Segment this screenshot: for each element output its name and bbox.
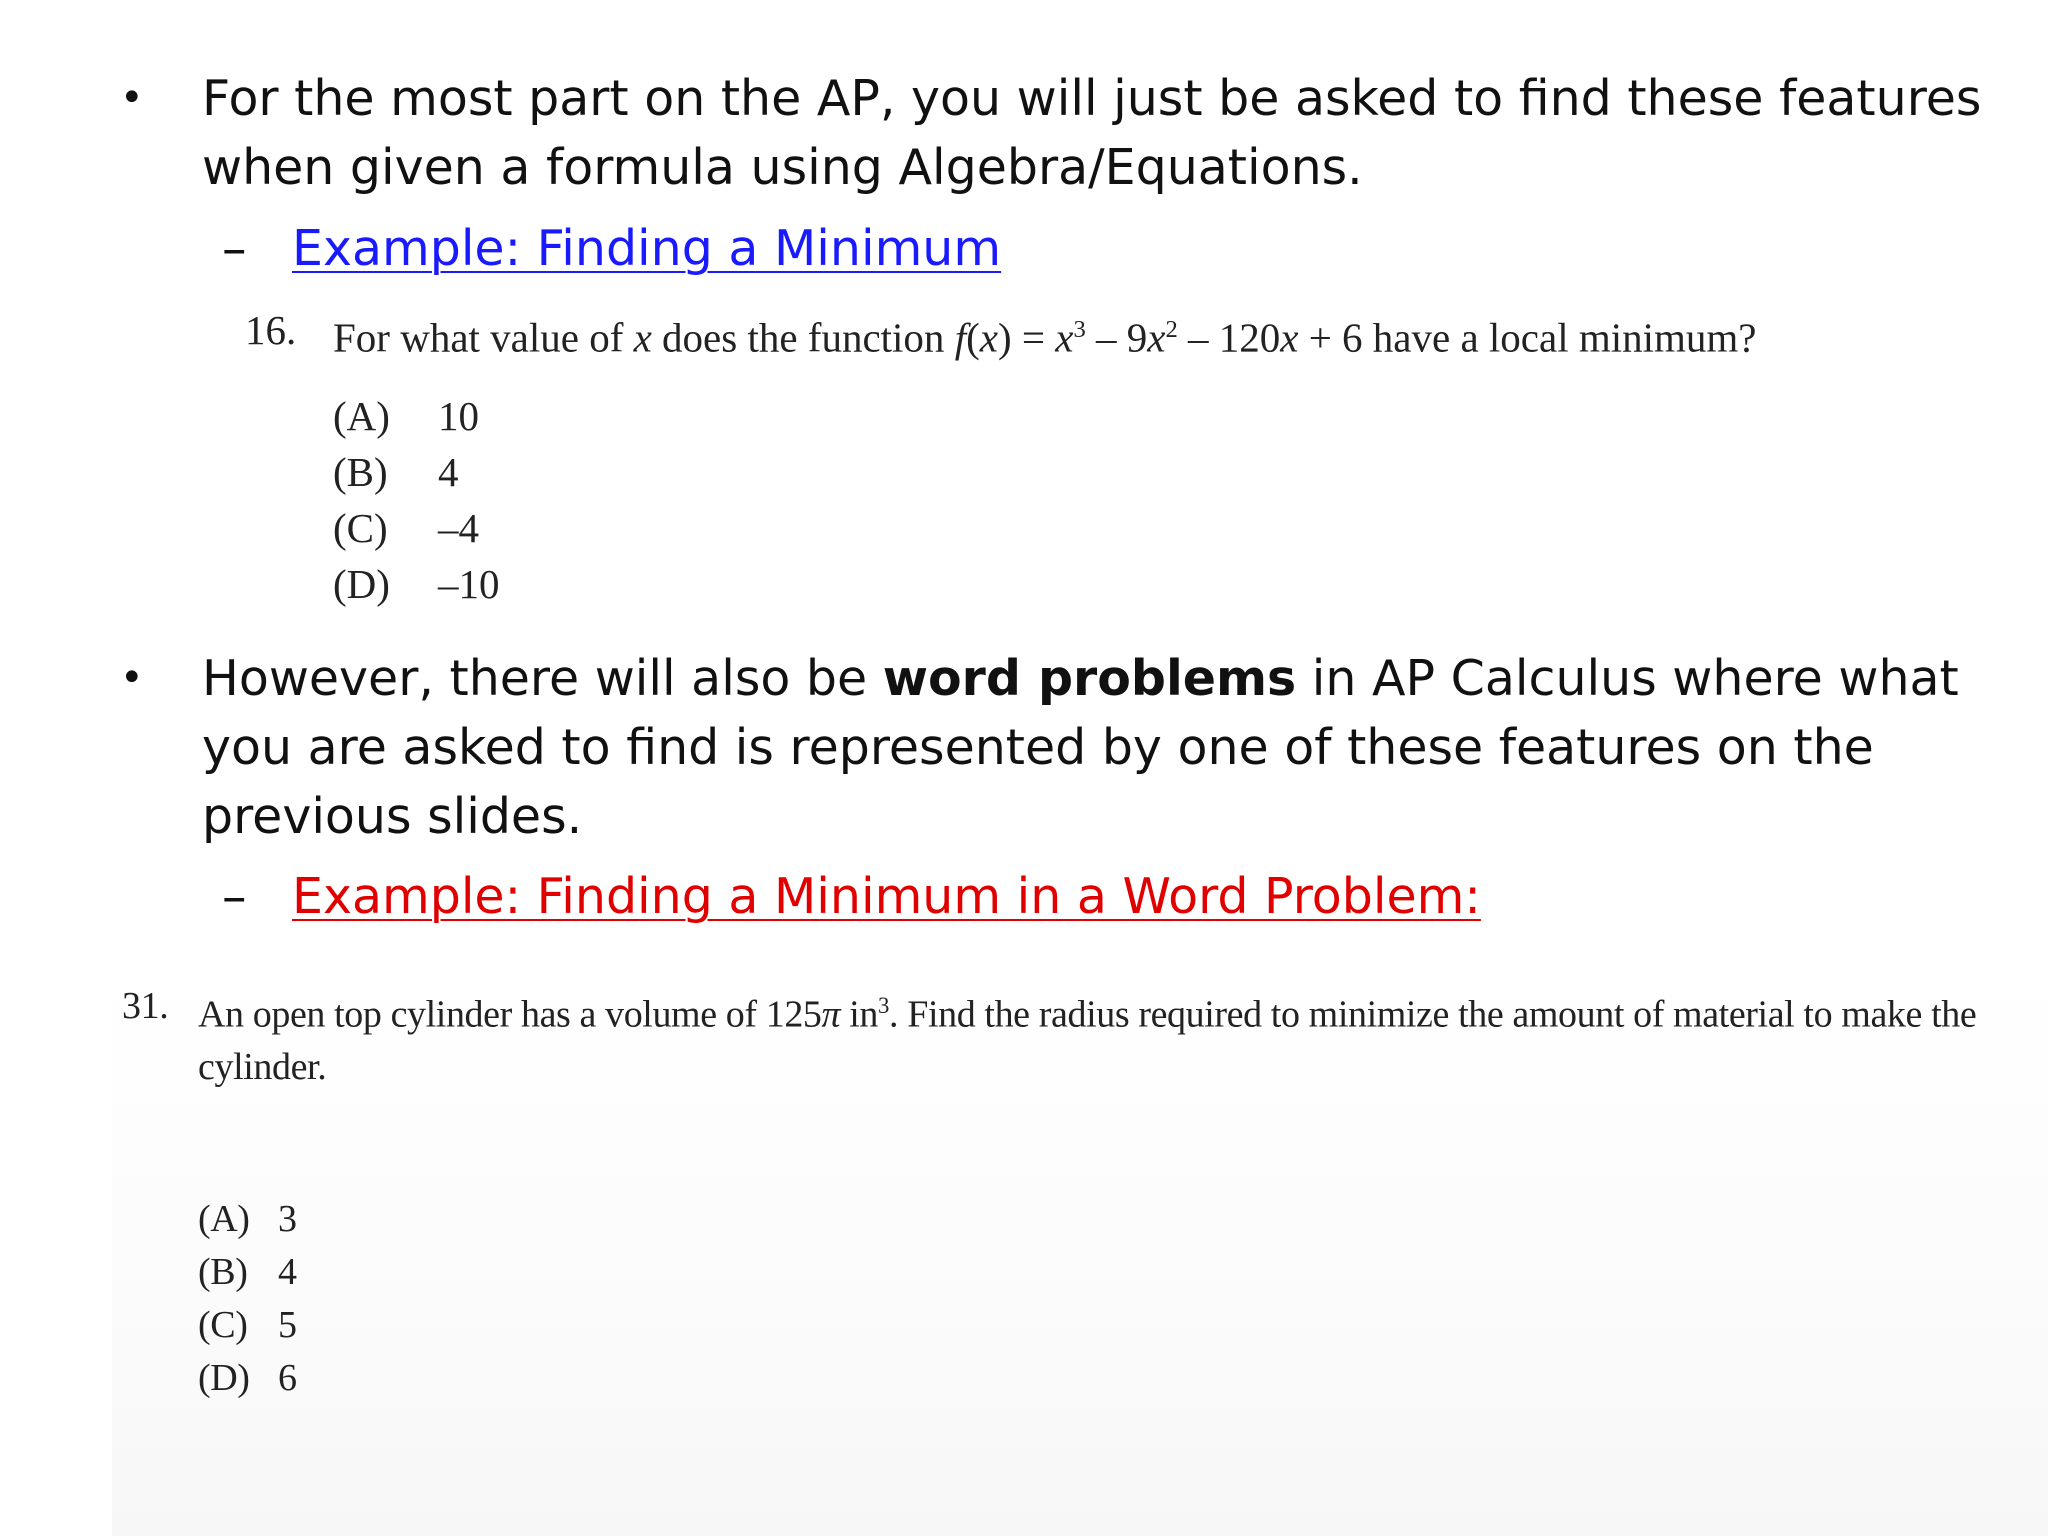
problem-16-question [245, 300, 1925, 368]
problem-16-image [245, 300, 1925, 612]
bullet-1-text: For the most part on the AP, you will just be asked to find these features when given a formula using Algebra/Equations. [202, 70, 1982, 196]
bullet-2-bold: word problems [882, 650, 1297, 707]
choice-item [198, 1352, 2032, 1405]
sub-item-1 [222, 214, 1001, 283]
choice-value: 5 [278, 1303, 297, 1346]
problem-16-number: 16. [245, 307, 297, 353]
problem-31-question [122, 980, 2032, 1093]
bullet-1 [120, 64, 2000, 202]
choice-value: 3 [278, 1197, 297, 1240]
choice-item [198, 1193, 2032, 1246]
bullet-2-text [202, 644, 2002, 851]
example-link-word-problem[interactable]: Example: Finding a Minimum in a Word Problem: [292, 868, 1481, 925]
choice-label: (A) [198, 1197, 250, 1240]
problem-31-image [122, 980, 2032, 1405]
choice-label: (C) [198, 1303, 248, 1346]
problem-31-number: 31. [122, 985, 169, 1027]
choice-value: 4 [438, 448, 459, 495]
problem-31-choices [198, 1193, 2032, 1405]
bullet-2-text-after: in AP Calculus where what you are asked to find is represented by one of these features on the previous slides. [202, 650, 1959, 845]
choice-label: (D) [333, 560, 390, 607]
bullet-dot-icon: • [120, 655, 144, 701]
choice-value: 6 [278, 1356, 297, 1399]
choice-label: (B) [198, 1250, 248, 1293]
sub-item-dash: – [222, 220, 247, 277]
choice-item [333, 556, 1925, 612]
choice-value: –10 [438, 560, 500, 607]
choice-label: (B) [333, 448, 388, 495]
choice-value: –4 [438, 504, 479, 551]
choice-value: 4 [278, 1250, 297, 1293]
choice-label: (D) [198, 1356, 250, 1399]
bullet-dot-icon: • [120, 75, 144, 121]
choice-item [198, 1246, 2032, 1299]
choice-item [198, 1299, 2032, 1352]
problem-16-text: For what value of x does the function $f(x) = x^3 - 9x^2 - 120x + 6$ have a local minimum? [333, 314, 1757, 361]
choice-item [333, 444, 1925, 500]
choice-label: (C) [333, 504, 388, 551]
sub-item-dash: – [222, 868, 247, 925]
example-link-minimum[interactable]: Example: Finding a Minimum [292, 220, 1002, 277]
bullet-2 [120, 644, 2000, 851]
sub-item-2 [222, 862, 1481, 931]
choice-value: 10 [438, 392, 479, 439]
problem-31-text: An open top cylinder has a volume of 125π $in^3$. Find the radius required to minimize the amount of material to make the cylinder. [198, 993, 1977, 1088]
choice-label: (A) [333, 392, 390, 439]
bullet-2-text-before: However, there will also be [202, 650, 883, 707]
problem-16-choices [333, 388, 1925, 612]
choice-item [333, 388, 1925, 444]
choice-item [333, 500, 1925, 556]
